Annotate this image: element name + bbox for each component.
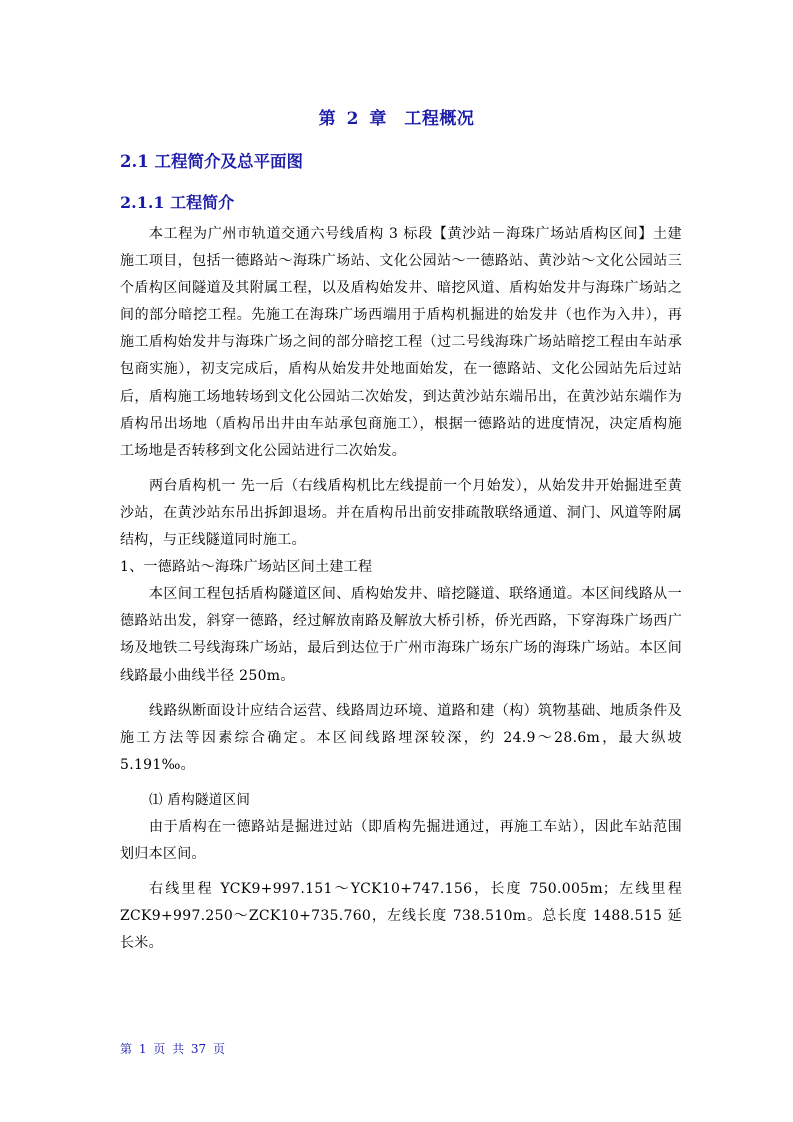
list-item-shield-tunnel: ⑴ 盾构隧道区间 <box>149 791 251 808</box>
list-item-section-1: 1、一德路站～海珠广场站区间土建工程 <box>120 559 373 576</box>
paragraph-station-pass: 由于盾构在一德路站是掘进过站（即盾构先掘进通过，再施工车站），因此车站范围划归本区间。 <box>120 818 682 863</box>
chapter-title: 第 2 章 工程概况 <box>318 109 475 129</box>
paragraph-project-overview: 本工程为广州市轨道交通六号线盾构 3 标段【黄沙站－海珠广场站盾构区间】土建施工项目，包括一德路站～海珠广场站、文化公园站～一德路站、黄沙站～文化公园站三个盾构区间隧道及其附属工程，以及盾构始发井、暗挖风道、盾构始发井与海珠广场站之间的部分暗挖工程。先施工在海珠广场西端用于盾构机掘进的始发井（也作为入井），再施工盾构始发井与海珠广场之间的部分暗挖工程（过二号线海珠广场站暗挖工程由车站承包商实施），初支完成后，盾构从始发井处地面始发，在一德路站、文化公园站先后过站后，盾构施工场地转场到文化公园站二次始发，到达黄沙站东端吊出，在黄沙站东端作为盾构吊出场地（盾构吊出井由车站承包商施工），根据一德路站的进度情况，决定盾构施工场地是否转移到文化公园站进行二次始发。 <box>120 226 682 459</box>
paragraph-chainage: 右线里程 YCK9+997.151～YCK10+747.156，长度 750.005m；左线里程 ZCK9+997.250～ZCK10+735.760，左线长度 738.510m。总长度 1488.515 延长米。 <box>120 881 682 952</box>
paragraph-profile-design: 线路纵断面设计应结合运营、线路周边环境、道路和建（构）筑物基础、地质条件及施工方法等因素综合确定。本区间线路埋深较深，约 24.9～28.6m，最大纵坡 5.191‰。 <box>120 702 682 773</box>
page-footer: 第 1 页 共 37 页 <box>120 1042 225 1056</box>
section-heading-2-1-1: 2.1.1 工程简介 <box>120 193 235 212</box>
paragraph-tbm-sequence: 两台盾构机一 先一后（右线盾构机比左线提前一个月始发），从始发井开始掘进至黄沙站，在黄沙站东吊出拆卸退场。并在盾构吊出前安排疏散联络通道、洞门、风道等附属结构，与正线隧道同时施工。 <box>120 477 682 549</box>
body-text <box>120 221 682 957</box>
paragraph-section-scope: 本区间工程包括盾构隧道区间、盾构始发井、暗挖隧道、联络通道。本区间线路从一德路站出发，斜穿一德路，经过解放南路及解放大桥引桥，侨光西路，下穿海珠广场西广场及地铁二号线海珠广场站，最后到达位于广州市海珠广场东广场的海珠广场站。本区间线路最小曲线半径 250m。 <box>120 586 682 684</box>
section-heading-2-1: 2.1 工程简介及总平面图 <box>120 152 303 171</box>
